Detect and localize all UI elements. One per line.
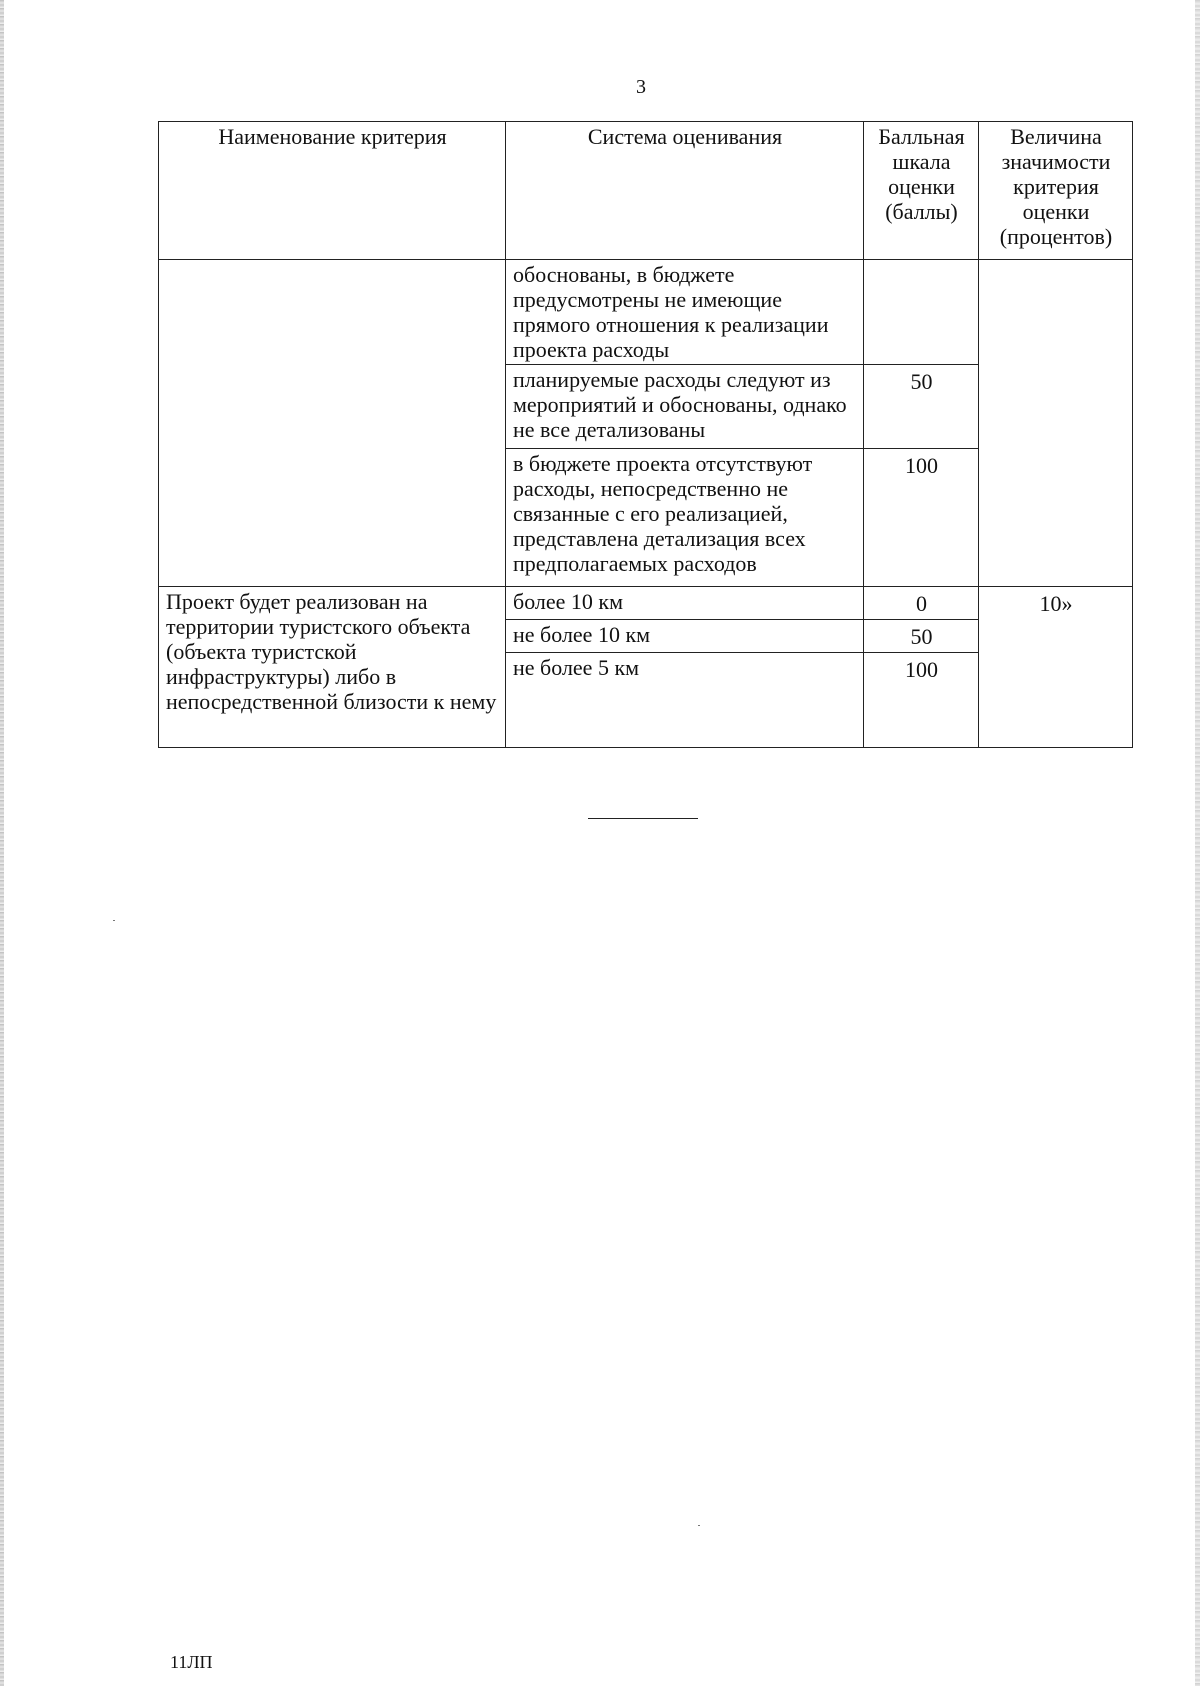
evaluation-text: в бюджете проекта отсутствуют расходы, непосредственно не связанные с его реализацией, представлена детализация всех предполагаемых расходов <box>506 449 864 587</box>
scan-speck <box>698 1525 700 1526</box>
header-criterion-name: Наименование критерия <box>159 122 506 260</box>
table-row <box>159 587 1133 620</box>
criterion-name-cell: Проект будет реализован на территории туристского объекта (объекта туристской инфраструктуры) либо в непосредственной близости к нему <box>159 587 506 748</box>
criterion-name-cell-empty <box>159 260 506 587</box>
score-cell: 50 <box>864 620 979 653</box>
end-of-document-rule <box>588 818 698 819</box>
evaluation-text: обоснованы, в бюджете предусмотрены не имеющие прямого отношения к реализации проекта расходы <box>506 260 864 365</box>
evaluation-text: не более 10 км <box>506 620 864 653</box>
score-cell <box>864 260 979 365</box>
header-weight: Величина значимости критерия оценки (процентов) <box>979 122 1133 260</box>
evaluation-text: не более 5 км <box>506 653 864 748</box>
scan-edge-left <box>0 0 4 1686</box>
header-evaluation-system: Система оценивания <box>506 122 864 260</box>
weight-cell-empty <box>979 260 1133 587</box>
header-score-scale: Балльная шкала оценки (баллы) <box>864 122 979 260</box>
table-header-row <box>159 122 1133 260</box>
scan-edge-right <box>1195 0 1200 1686</box>
evaluation-text: планируемые расходы следуют из мероприятий и обоснованы, однако не все детализованы <box>506 365 864 449</box>
criteria-table <box>158 121 1133 748</box>
score-cell: 100 <box>864 449 979 587</box>
score-cell: 50 <box>864 365 979 449</box>
weight-cell: 10» <box>979 587 1133 748</box>
scan-speck <box>113 920 115 921</box>
evaluation-text: более 10 км <box>506 587 864 620</box>
footer-code: 11ЛП <box>170 1652 213 1672</box>
score-cell: 100 <box>864 653 979 748</box>
score-cell: 0 <box>864 587 979 620</box>
table-row <box>159 260 1133 365</box>
page-number: 3 <box>636 76 646 98</box>
